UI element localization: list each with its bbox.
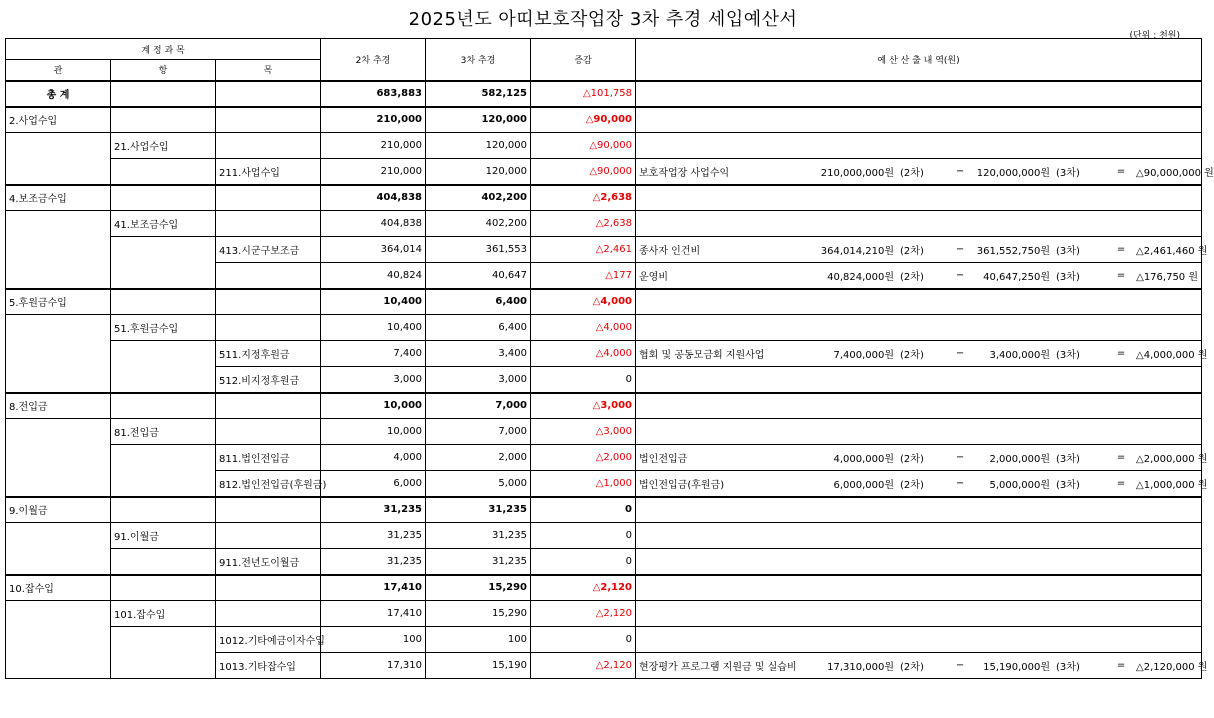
mok-cell — [216, 601, 321, 627]
second-value: 17,310 — [321, 653, 426, 679]
detail-result: △2,120,000 원 — [1136, 662, 1208, 673]
detail-minus: − — [955, 269, 965, 281]
detail-third-amount: 2,000,000원 — [989, 454, 1051, 465]
mok-cell: 413.시군구보조금 — [216, 237, 321, 263]
detail-name: 운영비 — [639, 271, 668, 283]
mok-cell: 211.사업수입 — [216, 159, 321, 185]
kwan-cell — [6, 419, 111, 497]
diff-value: △3,000 — [531, 393, 636, 419]
second-value: 10,000 — [321, 419, 426, 445]
detail-second-tag: (2차) — [900, 350, 924, 361]
second-value: 10,400 — [321, 289, 426, 315]
header-hang: 항 — [111, 60, 216, 81]
mok-cell — [216, 419, 321, 445]
detail-third-tag: (3차) — [1056, 271, 1080, 283]
detail-second-tag: (2차) — [900, 454, 924, 465]
hang-cell — [111, 289, 216, 315]
mok-cell: 512.비지정후원금 — [216, 367, 321, 393]
second-value: 31,235 — [321, 523, 426, 549]
header-account: 계 정 과 목 — [6, 39, 321, 60]
detail-line — [639, 658, 1208, 673]
header-row-1 — [6, 39, 1202, 60]
kwan-cell — [6, 133, 111, 185]
third-value: 31,235 — [426, 523, 531, 549]
detail-name: 법인전입금(후원금) — [639, 479, 725, 491]
diff-value: △90,000 — [531, 133, 636, 159]
detail-third-amount: 15,190,000원 — [983, 662, 1051, 673]
detail-line — [639, 164, 1214, 179]
detail-second-amount: 6,000,000원 — [833, 479, 895, 491]
detail-equals: = — [1116, 244, 1126, 255]
kwan-cell: 5.후원금수입 — [6, 289, 111, 315]
detail-second-tag: (2차) — [900, 167, 924, 179]
detail-second-tag: (2차) — [900, 271, 924, 283]
mok-cell — [216, 263, 321, 289]
detail-result: △1,000,000 원 — [1136, 479, 1208, 491]
detail-third-tag: (3차) — [1056, 454, 1080, 465]
mok-cell: 511.지정후원금 — [216, 341, 321, 367]
unit-note: (단위 : 천원) — [1129, 31, 1180, 41]
diff-value: △3,000 — [531, 419, 636, 445]
page-title: 2025년도 아띠보호작업장 3차 추경 세입예산서 — [408, 9, 798, 30]
detail-equals: = — [1116, 269, 1126, 281]
detail-result: △176,750 원 — [1136, 271, 1199, 283]
third-value: 120,000 — [426, 107, 531, 133]
table-row — [6, 419, 1202, 445]
detail-third-amount: 361,552,750원 — [976, 246, 1051, 257]
mok-cell — [216, 107, 321, 133]
table-row — [6, 549, 1202, 575]
third-value: 361,553 — [426, 237, 531, 263]
detail-cell — [636, 211, 1202, 237]
third-value: 15,290 — [426, 601, 531, 627]
total-hang — [111, 81, 216, 107]
detail-cell — [636, 445, 1208, 471]
third-value: 5,000 — [426, 471, 531, 497]
detail-equals: = — [1116, 477, 1126, 489]
detail-cell — [636, 133, 1202, 159]
detail-name: 보호작업장 사업수익 — [639, 167, 730, 179]
diff-value: △2,120 — [531, 575, 636, 601]
mok-cell — [216, 289, 321, 315]
detail-second-amount: 210,000,000원 — [820, 167, 895, 179]
header-kwan: 관 — [6, 60, 111, 81]
detail-second-tag: (2차) — [900, 246, 924, 257]
diff-value: △90,000 — [531, 107, 636, 133]
detail-third-amount: 3,400,000원 — [989, 350, 1051, 361]
hang-cell: 91.이월금 — [111, 523, 216, 549]
diff-value: △2,000 — [531, 445, 636, 471]
detail-minus: − — [955, 244, 965, 255]
detail-result: △4,000,000 원 — [1136, 350, 1208, 361]
diff-value: △2,461 — [531, 237, 636, 263]
detail-line — [639, 450, 1208, 465]
table-row — [6, 211, 1202, 237]
detail-cell — [636, 315, 1202, 341]
table-row — [6, 107, 1202, 133]
third-value: 402,200 — [426, 185, 531, 211]
hang-cell — [111, 237, 216, 289]
detail-name: 현장평가 프로그램 지원금 및 실습비 — [639, 662, 797, 673]
second-value: 364,014 — [321, 237, 426, 263]
detail-third-amount: 120,000,000원 — [976, 167, 1051, 179]
header-detail: 예 산 산 출 내 역(원) — [636, 39, 1202, 81]
table-row — [6, 315, 1202, 341]
detail-equals: = — [1116, 660, 1126, 671]
mok-cell — [216, 133, 321, 159]
third-value: 7,000 — [426, 393, 531, 419]
third-value: 100 — [426, 627, 531, 653]
detail-cell — [636, 367, 1202, 393]
diff-value: △4,000 — [531, 289, 636, 315]
third-value: 40,647 — [426, 263, 531, 289]
mok-cell: 1013.기타잡수입 — [216, 653, 321, 679]
detail-line — [639, 346, 1208, 361]
detail-cell — [636, 185, 1202, 211]
table-row — [6, 237, 1202, 263]
third-value: 3,000 — [426, 367, 531, 393]
kwan-cell — [6, 523, 111, 575]
mok-cell — [216, 575, 321, 601]
table-row — [6, 393, 1202, 419]
table-row — [6, 601, 1202, 627]
diff-value: △2,120 — [531, 653, 636, 679]
detail-third-tag: (3차) — [1056, 167, 1080, 179]
total-diff: △101,758 — [531, 81, 636, 107]
table-row — [6, 523, 1202, 549]
hang-cell — [111, 185, 216, 211]
mok-cell — [216, 185, 321, 211]
table-row — [6, 627, 1202, 653]
kwan-cell: 10.잡수입 — [6, 575, 111, 601]
mok-cell — [216, 393, 321, 419]
third-value: 3,400 — [426, 341, 531, 367]
second-value: 17,410 — [321, 575, 426, 601]
table-row — [6, 185, 1202, 211]
detail-result: △2,000,000 원 — [1136, 454, 1208, 465]
second-value: 404,838 — [321, 211, 426, 237]
second-value: 31,235 — [321, 497, 426, 523]
mok-cell: 1012.기타예금이자수입 — [216, 627, 321, 653]
detail-cell — [636, 237, 1208, 263]
detail-third-tag: (3차) — [1056, 662, 1080, 673]
third-value: 31,235 — [426, 497, 531, 523]
detail-minus: − — [955, 348, 965, 359]
third-value: 7,000 — [426, 419, 531, 445]
detail-cell — [636, 549, 1202, 575]
detail-name: 협회 및 공동모금회 지원사업 — [639, 350, 765, 361]
detail-name: 법인전입금 — [639, 454, 688, 465]
diff-value: 0 — [531, 627, 636, 653]
detail-third-amount: 40,647,250원 — [983, 271, 1051, 283]
detail-second-amount: 4,000,000원 — [833, 454, 895, 465]
table-row — [6, 445, 1202, 471]
second-value: 31,235 — [321, 549, 426, 575]
second-value: 10,400 — [321, 315, 426, 341]
table-row — [6, 497, 1202, 523]
detail-second-tag: (2차) — [900, 479, 924, 491]
second-value: 17,410 — [321, 601, 426, 627]
detail-cell — [636, 107, 1202, 133]
second-value: 404,838 — [321, 185, 426, 211]
detail-result: △90,000,000 원 — [1136, 167, 1214, 179]
diff-value: △177 — [531, 263, 636, 289]
hang-cell — [111, 497, 216, 523]
detail-cell — [636, 263, 1202, 289]
hang-cell — [111, 575, 216, 601]
hang-cell: 51.후원금수입 — [111, 315, 216, 341]
detail-result: △2,461,460 원 — [1136, 246, 1208, 257]
second-value: 40,824 — [321, 263, 426, 289]
diff-value: △90,000 — [531, 159, 636, 185]
detail-third-tag: (3차) — [1056, 246, 1080, 257]
hang-cell — [111, 159, 216, 185]
diff-value: △2,638 — [531, 211, 636, 237]
detail-cell — [636, 393, 1202, 419]
diff-value: △2,120 — [531, 601, 636, 627]
hang-cell: 21.사업수입 — [111, 133, 216, 159]
third-value: 120,000 — [426, 133, 531, 159]
second-value: 210,000 — [321, 133, 426, 159]
mok-cell — [216, 497, 321, 523]
total-detail — [636, 81, 1202, 107]
third-value: 15,290 — [426, 575, 531, 601]
detail-cell — [636, 497, 1202, 523]
detail-second-amount: 17,310,000원 — [827, 662, 895, 673]
third-value: 15,190 — [426, 653, 531, 679]
second-value: 10,000 — [321, 393, 426, 419]
mok-cell: 812.법인전입금(후원금) — [216, 471, 321, 497]
detail-cell — [636, 575, 1202, 601]
header-second: 2차 추경 — [321, 39, 426, 81]
diff-value: 0 — [531, 367, 636, 393]
detail-third-tag: (3차) — [1056, 479, 1080, 491]
detail-second-amount: 7,400,000원 — [833, 350, 895, 361]
total-second: 683,883 — [321, 81, 426, 107]
kwan-cell: 9.이월금 — [6, 497, 111, 523]
third-value: 120,000 — [426, 159, 531, 185]
diff-value: △1,000 — [531, 471, 636, 497]
third-value: 31,235 — [426, 549, 531, 575]
total-label: 총 계 — [6, 81, 111, 107]
detail-equals: = — [1116, 348, 1126, 359]
second-value: 6,000 — [321, 471, 426, 497]
detail-cell — [636, 601, 1202, 627]
second-value: 210,000 — [321, 107, 426, 133]
hang-cell — [111, 107, 216, 133]
total-mok — [216, 81, 321, 107]
total-row — [6, 81, 1202, 107]
mok-cell: 811.법인전입금 — [216, 445, 321, 471]
detail-line — [639, 242, 1208, 257]
table-row — [6, 341, 1202, 367]
detail-cell — [636, 341, 1208, 367]
header-mok: 목 — [216, 60, 321, 81]
detail-line — [639, 476, 1208, 491]
third-value: 2,000 — [426, 445, 531, 471]
second-value: 4,000 — [321, 445, 426, 471]
hang-cell — [111, 549, 216, 575]
detail-line — [639, 268, 1198, 283]
third-value: 6,400 — [426, 289, 531, 315]
detail-cell — [636, 289, 1202, 315]
second-value: 7,400 — [321, 341, 426, 367]
detail-cell — [636, 653, 1208, 679]
kwan-cell — [6, 315, 111, 393]
diff-value: 0 — [531, 523, 636, 549]
diff-value: 0 — [531, 549, 636, 575]
third-value: 402,200 — [426, 211, 531, 237]
detail-cell — [636, 523, 1202, 549]
detail-second-tag: (2차) — [900, 662, 924, 673]
hang-cell: 81.전입금 — [111, 419, 216, 445]
mok-cell — [216, 523, 321, 549]
hang-cell: 41.보조금수입 — [111, 211, 216, 237]
detail-third-amount: 5,000,000원 — [989, 479, 1051, 491]
mok-cell: 911.전년도이월금 — [216, 549, 321, 575]
detail-second-amount: 40,824,000원 — [827, 271, 895, 283]
mok-cell — [216, 315, 321, 341]
diff-value: △2,638 — [531, 185, 636, 211]
detail-minus: − — [955, 452, 965, 463]
kwan-cell: 8.전입금 — [6, 393, 111, 419]
detail-cell — [636, 419, 1202, 445]
total-third: 582,125 — [426, 81, 531, 107]
hang-cell — [111, 393, 216, 419]
detail-cell — [636, 471, 1208, 497]
mok-cell — [216, 211, 321, 237]
table-row — [6, 289, 1202, 315]
third-value: 6,400 — [426, 315, 531, 341]
diff-value: 0 — [531, 497, 636, 523]
hang-cell — [111, 627, 216, 679]
detail-cell — [636, 627, 1202, 653]
detail-equals: = — [1116, 165, 1126, 177]
budget-table — [5, 38, 1214, 679]
kwan-cell — [6, 211, 111, 289]
detail-cell — [636, 159, 1214, 185]
detail-name: 종사자 인건비 — [639, 246, 701, 257]
table-row — [6, 133, 1202, 159]
hang-cell — [111, 341, 216, 393]
detail-minus: − — [955, 660, 965, 671]
kwan-cell: 4.보조금수입 — [6, 185, 111, 211]
kwan-cell: 2.사업수입 — [6, 107, 111, 133]
header-diff: 증감 — [531, 39, 636, 81]
second-value: 3,000 — [321, 367, 426, 393]
second-value: 210,000 — [321, 159, 426, 185]
second-value: 100 — [321, 627, 426, 653]
kwan-cell — [6, 601, 111, 679]
diff-value: △4,000 — [531, 315, 636, 341]
hang-cell: 101.잡수입 — [111, 601, 216, 627]
diff-value: △4,000 — [531, 341, 636, 367]
detail-minus: − — [955, 165, 965, 177]
table-row — [6, 159, 1202, 185]
detail-third-tag: (3차) — [1056, 350, 1080, 361]
hang-cell — [111, 445, 216, 497]
detail-minus: − — [955, 477, 965, 489]
table-row — [6, 575, 1202, 601]
header-third: 3차 추경 — [426, 39, 531, 81]
detail-equals: = — [1116, 452, 1126, 463]
detail-second-amount: 364,014,210원 — [820, 246, 895, 257]
